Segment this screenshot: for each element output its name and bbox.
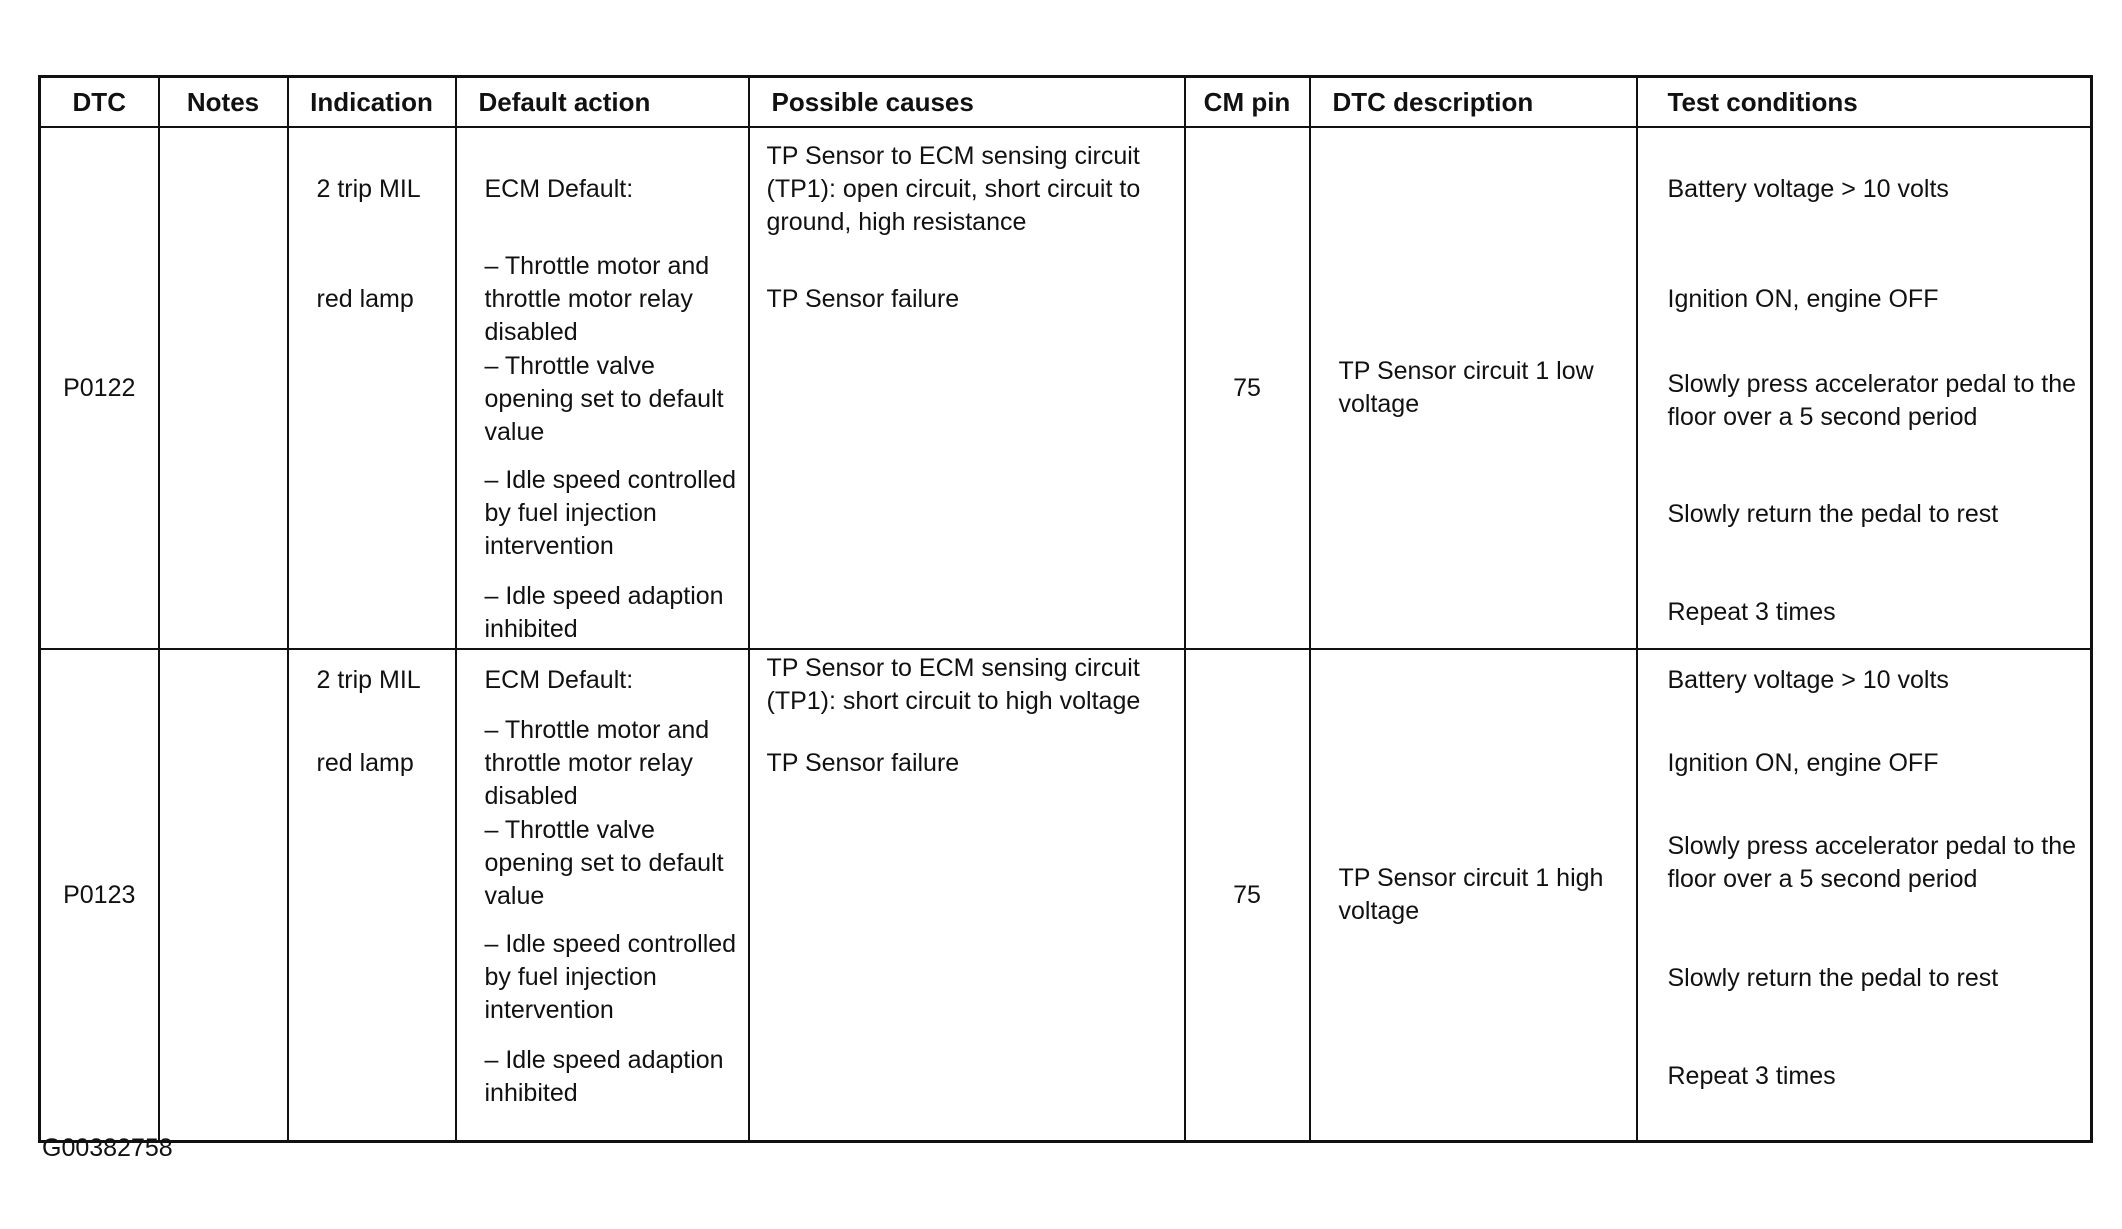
- indication-line: 2 trip MIL: [316, 666, 421, 694]
- default-action-item: – Throttle motor and throttle motor relay disabled: [484, 716, 710, 810]
- column-header-dtc-description: DTC description: [1310, 77, 1637, 128]
- dtc-description-text: TP Sensor circuit 1 low voltage: [1338, 357, 1594, 418]
- figure-id: G00382758: [42, 1134, 173, 1162]
- column-header-possible-causes: Possible causes: [749, 77, 1185, 128]
- test-condition: Slowly press accelerator pedal to the floor over a 5 second period: [1667, 832, 2077, 893]
- possible-cause: TP Sensor failure: [766, 749, 960, 777]
- cell-cm-pin: [1185, 649, 1310, 1142]
- cm-pin-value: 75: [1233, 880, 1261, 909]
- possible-cause: TP Sensor to ECM sensing circuit (TP1): short circuit to high voltage: [766, 654, 1141, 715]
- column-header-indication: Indication: [288, 77, 456, 128]
- test-condition: Slowly return the pedal to rest: [1667, 964, 1999, 992]
- cell-dtc: [40, 127, 159, 649]
- test-condition: Battery voltage > 10 volts: [1667, 175, 1949, 203]
- cell-notes: [159, 127, 288, 649]
- default-action-item: – Throttle motor and throttle motor relay disabled: [484, 252, 710, 346]
- cell-default-action: [456, 649, 749, 1142]
- default-action-item: – Idle speed adaption inhibited: [484, 1046, 724, 1107]
- dtc-description-text: TP Sensor circuit 1 high voltage: [1338, 864, 1604, 925]
- test-condition: Slowly return the pedal to rest: [1667, 500, 1999, 528]
- cell-notes: [159, 649, 288, 1142]
- default-action-item: – Idle speed controlled by fuel injection intervention: [484, 466, 737, 560]
- cell-indication: [288, 127, 456, 649]
- indication-line: 2 trip MIL: [316, 175, 421, 203]
- dtc-code: P0123: [63, 880, 136, 909]
- cell-dtc: [40, 649, 159, 1142]
- default-action-item: – Idle speed adaption inhibited: [484, 582, 724, 643]
- table-row: [40, 649, 2092, 1142]
- indication-line: red lamp: [316, 749, 414, 777]
- test-condition: Slowly press accelerator pedal to the floor over a 5 second period: [1667, 370, 2077, 431]
- column-header-notes: Notes: [159, 77, 288, 128]
- default-action-heading: ECM Default:: [484, 175, 634, 203]
- test-condition: Battery voltage > 10 volts: [1667, 666, 1949, 694]
- cell-possible-causes: [749, 127, 1185, 649]
- column-header-test-conditions: Test conditions: [1637, 77, 2092, 128]
- default-action-heading: ECM Default:: [484, 666, 634, 694]
- dtc-table: [38, 75, 2093, 1143]
- test-condition: Repeat 3 times: [1667, 1062, 1836, 1090]
- cell-dtc-description: [1310, 127, 1637, 649]
- column-header-cm-pin: CM pin: [1185, 77, 1310, 128]
- possible-cause: TP Sensor to ECM sensing circuit (TP1): open circuit, short circuit to ground, high resistance: [766, 142, 1141, 236]
- test-condition: Repeat 3 times: [1667, 598, 1836, 626]
- default-action-item: – Idle speed controlled by fuel injection intervention: [484, 930, 737, 1024]
- cell-default-action: [456, 127, 749, 649]
- possible-cause: TP Sensor failure: [766, 285, 960, 313]
- cell-possible-causes: [749, 649, 1185, 1142]
- indication-line: red lamp: [316, 285, 414, 313]
- cell-test-conditions: [1637, 127, 2092, 649]
- column-header-default-action: Default action: [456, 77, 749, 128]
- column-header-dtc: DTC: [40, 77, 159, 128]
- table-header-row: [40, 77, 2092, 128]
- default-action-item: – Throttle valve opening set to default value: [484, 352, 724, 446]
- cell-dtc-description: [1310, 649, 1637, 1142]
- cell-indication: [288, 649, 456, 1142]
- cm-pin-value: 75: [1233, 373, 1261, 402]
- cell-cm-pin: [1185, 127, 1310, 649]
- test-condition: Ignition ON, engine OFF: [1667, 749, 1939, 777]
- default-action-item: – Throttle valve opening set to default value: [484, 816, 724, 910]
- cell-test-conditions: [1637, 649, 2092, 1142]
- dtc-code: P0122: [63, 373, 136, 402]
- test-condition: Ignition ON, engine OFF: [1667, 285, 1939, 313]
- table-row: [40, 127, 2092, 649]
